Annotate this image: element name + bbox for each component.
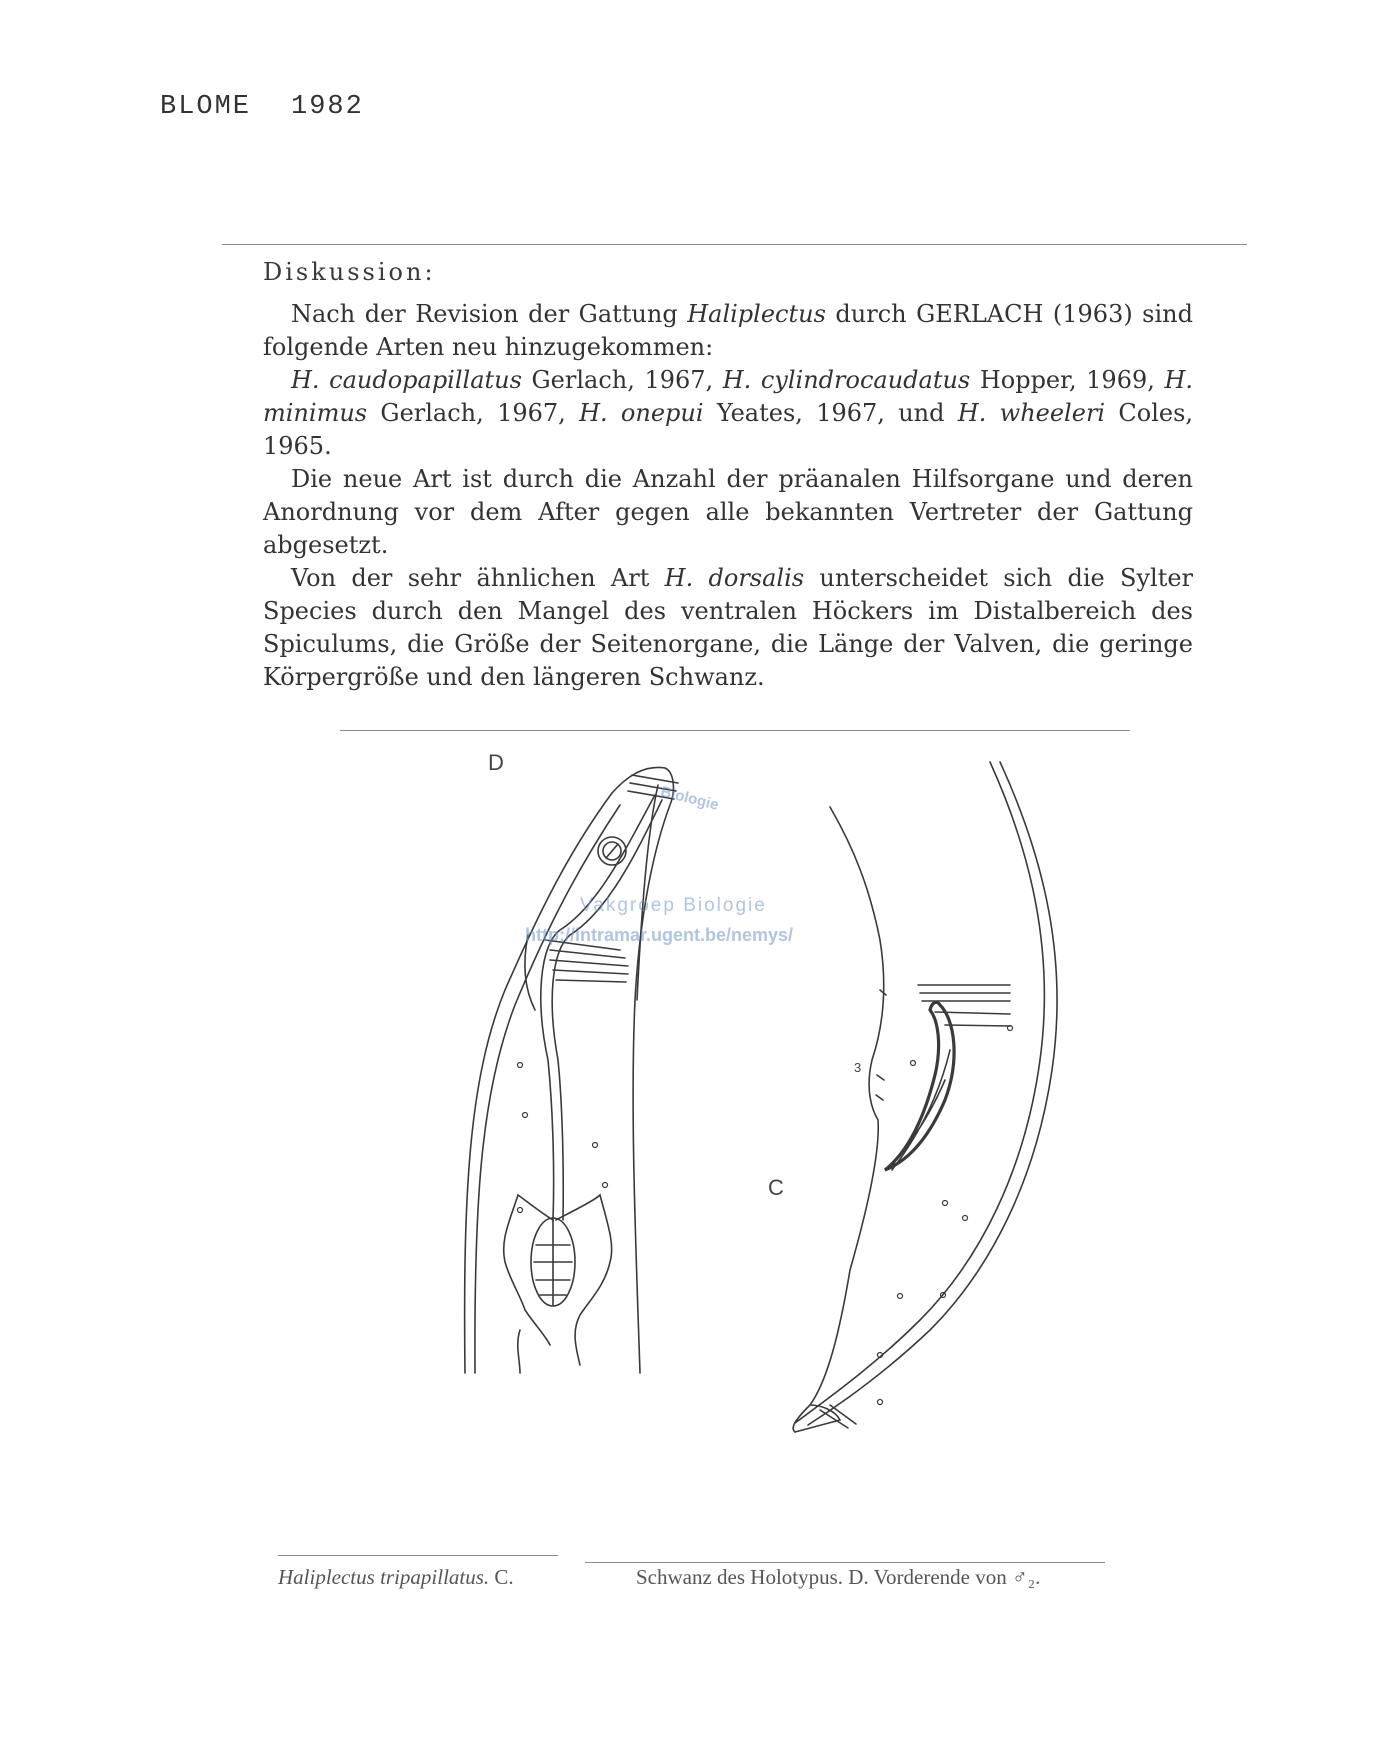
species-4: H. onepui (579, 399, 704, 427)
tail-drawing (793, 762, 1057, 1432)
species-1: H. caudopapillatus (291, 366, 522, 394)
header-year: 1982 (291, 92, 364, 122)
caption-rule-left (278, 1555, 558, 1556)
caption-right: Schwanz des Holotypus. D. Vorderende von ♂₂. (636, 1565, 1041, 1589)
species-3: H. minimus (263, 366, 1194, 427)
species-2: H. cylindrocaudatus (722, 366, 971, 394)
p2-text-5: Coles, 1965. (263, 399, 1194, 460)
paragraph-3: Die neue Art ist durch die Anzahl der präanalen Hilfsorgane und deren Anordnung vor dem After gegen alle bekannten Vertreter der Gattung abgesetzt. (263, 465, 1193, 559)
p2-text-4: Yeates, 1967, und (703, 399, 958, 427)
p1-text-b: durch GERLACH (1963) sind folgende Arten neu hinzugekommen: (263, 300, 1193, 361)
p4-text-b: unterscheidet sich die Sylter Species durch den Mangel des ventralen Höckers im Distalbereich des Spiculums, die Größe der Seitenorgane, die Länge der Valven, die geringe Körpergröße und den längeren Schwanz. (263, 564, 1194, 691)
p4-species: H. dorsalis (664, 564, 805, 592)
watermark-text: Vakgroep Biologie (580, 895, 767, 916)
tick-label: 3 (854, 1060, 862, 1075)
p4-text-a: Von der sehr ähnlichen Art (291, 564, 665, 592)
watermark-arc-text: Biologie (658, 783, 721, 814)
figure-label-d: D (488, 750, 504, 775)
species-5: H. wheeleri (957, 399, 1106, 427)
section-title: Diskussion: (263, 258, 436, 286)
p1-genus: Haliplectus (687, 300, 826, 328)
anterior-end-drawing (465, 767, 678, 1373)
figure-label-c: C (768, 1175, 784, 1200)
watermark-url: http://intramar.ugent.be/nemys/ (525, 925, 794, 945)
p1-text-a: Nach der Revision der Gattung (291, 300, 688, 328)
caption-rule-right (585, 1562, 1105, 1563)
p2-text-3: Gerlach, 1967, (367, 399, 580, 427)
p2-text-1: Gerlach, 1967, (521, 366, 723, 394)
p2-text-2: Hopper, 1969, (970, 366, 1165, 394)
caption-species: Haliplectus tripapillatus. (278, 1565, 490, 1589)
caption-part-c: C. (494, 1565, 514, 1589)
caption-left (278, 1565, 514, 1590)
header-author: BLOME (160, 92, 252, 122)
